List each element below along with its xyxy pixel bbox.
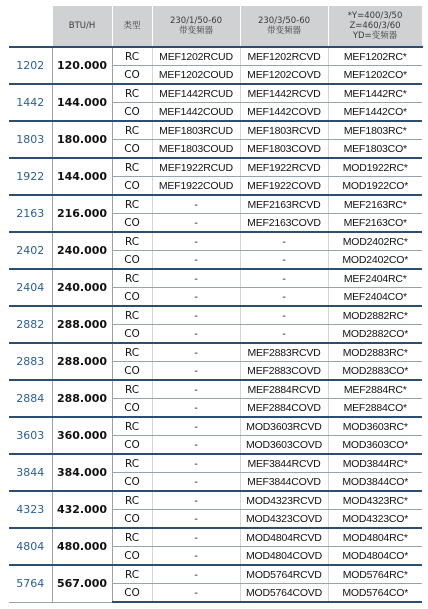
code-230-3-cell: MOD5764RCVD <box>240 565 328 584</box>
header-col2-line2: 带变频器 <box>266 26 301 36</box>
code-230-3-cell: MEF1922COVD <box>240 177 328 196</box>
type-cell: RC <box>112 84 152 103</box>
code-230-3-cell: MEF1202RCVD <box>240 47 328 66</box>
code-230-1-cell: MEF1442COUD <box>152 103 240 122</box>
code-230-1-cell: MEF1202RCUD <box>152 47 240 66</box>
model-cell: 1442 <box>9 84 52 121</box>
model-cell: 2882 <box>9 306 52 343</box>
table-row <box>9 380 422 399</box>
code-230-1-cell: - <box>152 510 240 529</box>
btu-cell: 144.000 <box>52 84 112 121</box>
code-400-cell: MEF1202CO* <box>328 66 422 85</box>
type-cell: CO <box>112 362 152 381</box>
code-400-cell: MEF2163CO* <box>328 214 422 233</box>
type-cell: RC <box>112 158 152 177</box>
code-230-3-cell: MOD4323RCVD <box>240 491 328 510</box>
header-model <box>9 6 52 47</box>
code-400-cell: MOD3603RC* <box>328 417 422 436</box>
type-cell: RC <box>112 417 152 436</box>
type-cell: CO <box>112 66 152 85</box>
type-cell: RC <box>112 343 152 362</box>
code-400-cell: MOD2402RC* <box>328 232 422 251</box>
table-row <box>9 417 422 436</box>
type-cell: CO <box>112 584 152 603</box>
btu-cell: 120.000 <box>52 47 112 84</box>
table-row <box>9 454 422 473</box>
type-cell: CO <box>112 547 152 566</box>
code-400-cell: MOD2402CO* <box>328 251 422 270</box>
type-cell: RC <box>112 306 152 325</box>
model-cell: 2404 <box>9 269 52 306</box>
code-230-1-cell: MEF1803COUD <box>152 140 240 159</box>
code-230-1-cell: - <box>152 473 240 492</box>
code-400-cell: MOD1922CO* <box>328 177 422 196</box>
btu-cell: 384.000 <box>52 454 112 491</box>
btu-cell: 360.000 <box>52 417 112 454</box>
type-cell: CO <box>112 325 152 344</box>
code-230-3-cell: MEF1442RCVD <box>240 84 328 103</box>
type-cell: CO <box>112 436 152 455</box>
model-cell: 3603 <box>9 417 52 454</box>
code-230-3-cell: MOD4323COVD <box>240 510 328 529</box>
code-230-3-cell: MOD3603COVD <box>240 436 328 455</box>
table-body <box>9 47 422 602</box>
code-230-3-cell: - <box>240 269 328 288</box>
code-400-cell: MOD3844CO* <box>328 473 422 492</box>
code-230-3-cell: MEF2884RCVD <box>240 380 328 399</box>
code-230-1-cell: - <box>152 306 240 325</box>
btu-cell: 480.000 <box>52 528 112 565</box>
type-cell: RC <box>112 491 152 510</box>
type-cell: CO <box>112 510 152 529</box>
code-400-cell: MEF2404RC* <box>328 269 422 288</box>
table-row <box>9 343 422 362</box>
table-row <box>9 84 422 103</box>
model-cell: 2883 <box>9 343 52 380</box>
type-cell: RC <box>112 454 152 473</box>
code-400-cell: MEF1803RC* <box>328 121 422 140</box>
code-230-1-cell: - <box>152 547 240 566</box>
code-230-3-cell: MEF3844COVD <box>240 473 328 492</box>
btu-cell: 432.000 <box>52 491 112 528</box>
code-230-3-cell: - <box>240 306 328 325</box>
btu-cell: 288.000 <box>52 380 112 417</box>
header-type: 类型 <box>112 6 152 47</box>
code-230-1-cell: - <box>152 214 240 233</box>
code-230-3-cell: MEF2884COVD <box>240 399 328 418</box>
code-230-3-cell: - <box>240 325 328 344</box>
model-cell: 4804 <box>9 528 52 565</box>
code-230-1-cell: - <box>152 269 240 288</box>
model-cell: 2884 <box>9 380 52 417</box>
code-400-cell: MEF1442RC* <box>328 84 422 103</box>
code-400-cell: MOD2883CO* <box>328 362 422 381</box>
header-col2-line1: 230/3/50-60 <box>257 16 311 26</box>
table-row <box>9 121 422 140</box>
code-230-1-cell: - <box>152 325 240 344</box>
btu-cell: 288.000 <box>52 343 112 380</box>
model-cell: 4323 <box>9 491 52 528</box>
table-row <box>9 528 422 547</box>
code-230-3-cell: MEF3844RCVD <box>240 454 328 473</box>
code-230-1-cell: MEF1922COUD <box>152 177 240 196</box>
type-cell: RC <box>112 565 152 584</box>
code-230-3-cell: MEF1442COVD <box>240 103 328 122</box>
spec-table-container <box>9 6 422 603</box>
code-230-3-cell: MEF1803COVD <box>240 140 328 159</box>
code-230-3-cell: MEF1922RCVD <box>240 158 328 177</box>
model-cell: 3844 <box>9 454 52 491</box>
type-cell: RC <box>112 269 152 288</box>
code-400-cell: MEF1202RC* <box>328 47 422 66</box>
btu-cell: 288.000 <box>52 306 112 343</box>
code-230-3-cell: MEF1202COVD <box>240 66 328 85</box>
table-row <box>9 565 422 584</box>
type-cell: RC <box>112 528 152 547</box>
code-230-3-cell: MEF2883COVD <box>240 362 328 381</box>
type-cell: CO <box>112 251 152 270</box>
type-cell: CO <box>112 103 152 122</box>
model-cell: 2402 <box>9 232 52 269</box>
code-230-3-cell: MOD5764COVD <box>240 584 328 603</box>
code-230-3-cell: MEF2163COVD <box>240 214 328 233</box>
code-230-1-cell: - <box>152 232 240 251</box>
code-230-1-cell: MEF1803RCUD <box>152 121 240 140</box>
type-cell: CO <box>112 140 152 159</box>
code-230-1-cell: - <box>152 417 240 436</box>
type-cell: RC <box>112 121 152 140</box>
code-230-3-cell: - <box>240 232 328 251</box>
code-400-cell: MEF2884RC* <box>328 380 422 399</box>
code-230-1-cell: - <box>152 343 240 362</box>
table-row <box>9 47 422 66</box>
code-230-1-cell: - <box>152 195 240 214</box>
code-400-cell: MOD3844RC* <box>328 454 422 473</box>
btu-cell: 240.000 <box>52 269 112 306</box>
model-cell: 5764 <box>9 565 52 602</box>
code-400-cell: MEF2404CO* <box>328 288 422 307</box>
code-400-cell: MOD4323CO* <box>328 510 422 529</box>
table-row <box>9 232 422 251</box>
type-cell: RC <box>112 232 152 251</box>
code-400-cell: MOD3603CO* <box>328 436 422 455</box>
type-cell: CO <box>112 214 152 233</box>
table-header <box>9 6 422 47</box>
code-400-cell: MEF1803CO* <box>328 140 422 159</box>
header-col3-line1: *Y=400/3/50 <box>347 11 403 21</box>
spec-table <box>9 6 423 603</box>
code-400-cell: MOD1922RC* <box>328 158 422 177</box>
btu-cell: 216.000 <box>52 195 112 232</box>
btu-cell: 144.000 <box>52 158 112 195</box>
code-400-cell: MOD5764CO* <box>328 584 422 603</box>
header-col1 <box>152 6 240 47</box>
code-230-1-cell: MEF1202COUD <box>152 66 240 85</box>
code-230-1-cell: - <box>152 288 240 307</box>
header-col3-line3: YD=变频器 <box>352 31 398 41</box>
btu-cell: 180.000 <box>52 121 112 158</box>
header-col3 <box>328 6 422 47</box>
code-230-3-cell: MEF2163RCVD <box>240 195 328 214</box>
code-400-cell: MOD4804RC* <box>328 528 422 547</box>
table-row <box>9 269 422 288</box>
code-400-cell: MOD2882CO* <box>328 325 422 344</box>
type-cell: CO <box>112 288 152 307</box>
code-400-cell: MOD2882RC* <box>328 306 422 325</box>
type-cell: RC <box>112 195 152 214</box>
code-230-1-cell: - <box>152 454 240 473</box>
header-col1-line1: 230/1/50-60 <box>169 16 223 26</box>
type-cell: CO <box>112 399 152 418</box>
type-cell: RC <box>112 47 152 66</box>
table-row <box>9 306 422 325</box>
code-230-1-cell: - <box>152 380 240 399</box>
type-cell: RC <box>112 380 152 399</box>
header-col1-line2: 带变频器 <box>178 26 213 36</box>
code-230-3-cell: MEF2883RCVD <box>240 343 328 362</box>
code-400-cell: MOD4804CO* <box>328 547 422 566</box>
header-btu: BTU/H <box>52 6 112 47</box>
code-230-3-cell: MEF1803RCVD <box>240 121 328 140</box>
btu-cell: 567.000 <box>52 565 112 602</box>
header-col2 <box>240 6 328 47</box>
table-row <box>9 158 422 177</box>
type-cell: CO <box>112 177 152 196</box>
code-230-3-cell: MOD3603RCVD <box>240 417 328 436</box>
code-230-1-cell: MEF1442RCUD <box>152 84 240 103</box>
btu-cell: 240.000 <box>52 232 112 269</box>
model-cell: 2163 <box>9 195 52 232</box>
code-400-cell: MEF2163RC* <box>328 195 422 214</box>
header-col3-line2: Z=460/3/60 <box>349 21 401 31</box>
model-cell: 1202 <box>9 47 52 84</box>
model-cell: 1922 <box>9 158 52 195</box>
code-230-1-cell: - <box>152 491 240 510</box>
type-cell: CO <box>112 473 152 492</box>
code-400-cell: MEF2884CO* <box>328 399 422 418</box>
code-230-1-cell: - <box>152 565 240 584</box>
code-400-cell: MOD5764RC* <box>328 565 422 584</box>
code-230-1-cell: - <box>152 362 240 381</box>
code-230-3-cell: - <box>240 251 328 270</box>
code-230-1-cell: - <box>152 399 240 418</box>
table-row <box>9 491 422 510</box>
code-230-1-cell: - <box>152 436 240 455</box>
code-230-1-cell: - <box>152 528 240 547</box>
model-cell: 1803 <box>9 121 52 158</box>
code-230-1-cell: - <box>152 251 240 270</box>
code-230-1-cell: - <box>152 584 240 603</box>
code-400-cell: MOD4323RC* <box>328 491 422 510</box>
code-230-3-cell: - <box>240 288 328 307</box>
table-row <box>9 195 422 214</box>
code-400-cell: MEF1442CO* <box>328 103 422 122</box>
code-230-3-cell: MOD4804COVD <box>240 547 328 566</box>
code-230-1-cell: MEF1922RCUD <box>152 158 240 177</box>
code-230-3-cell: MOD4804RCVD <box>240 528 328 547</box>
code-400-cell: MOD2883RC* <box>328 343 422 362</box>
